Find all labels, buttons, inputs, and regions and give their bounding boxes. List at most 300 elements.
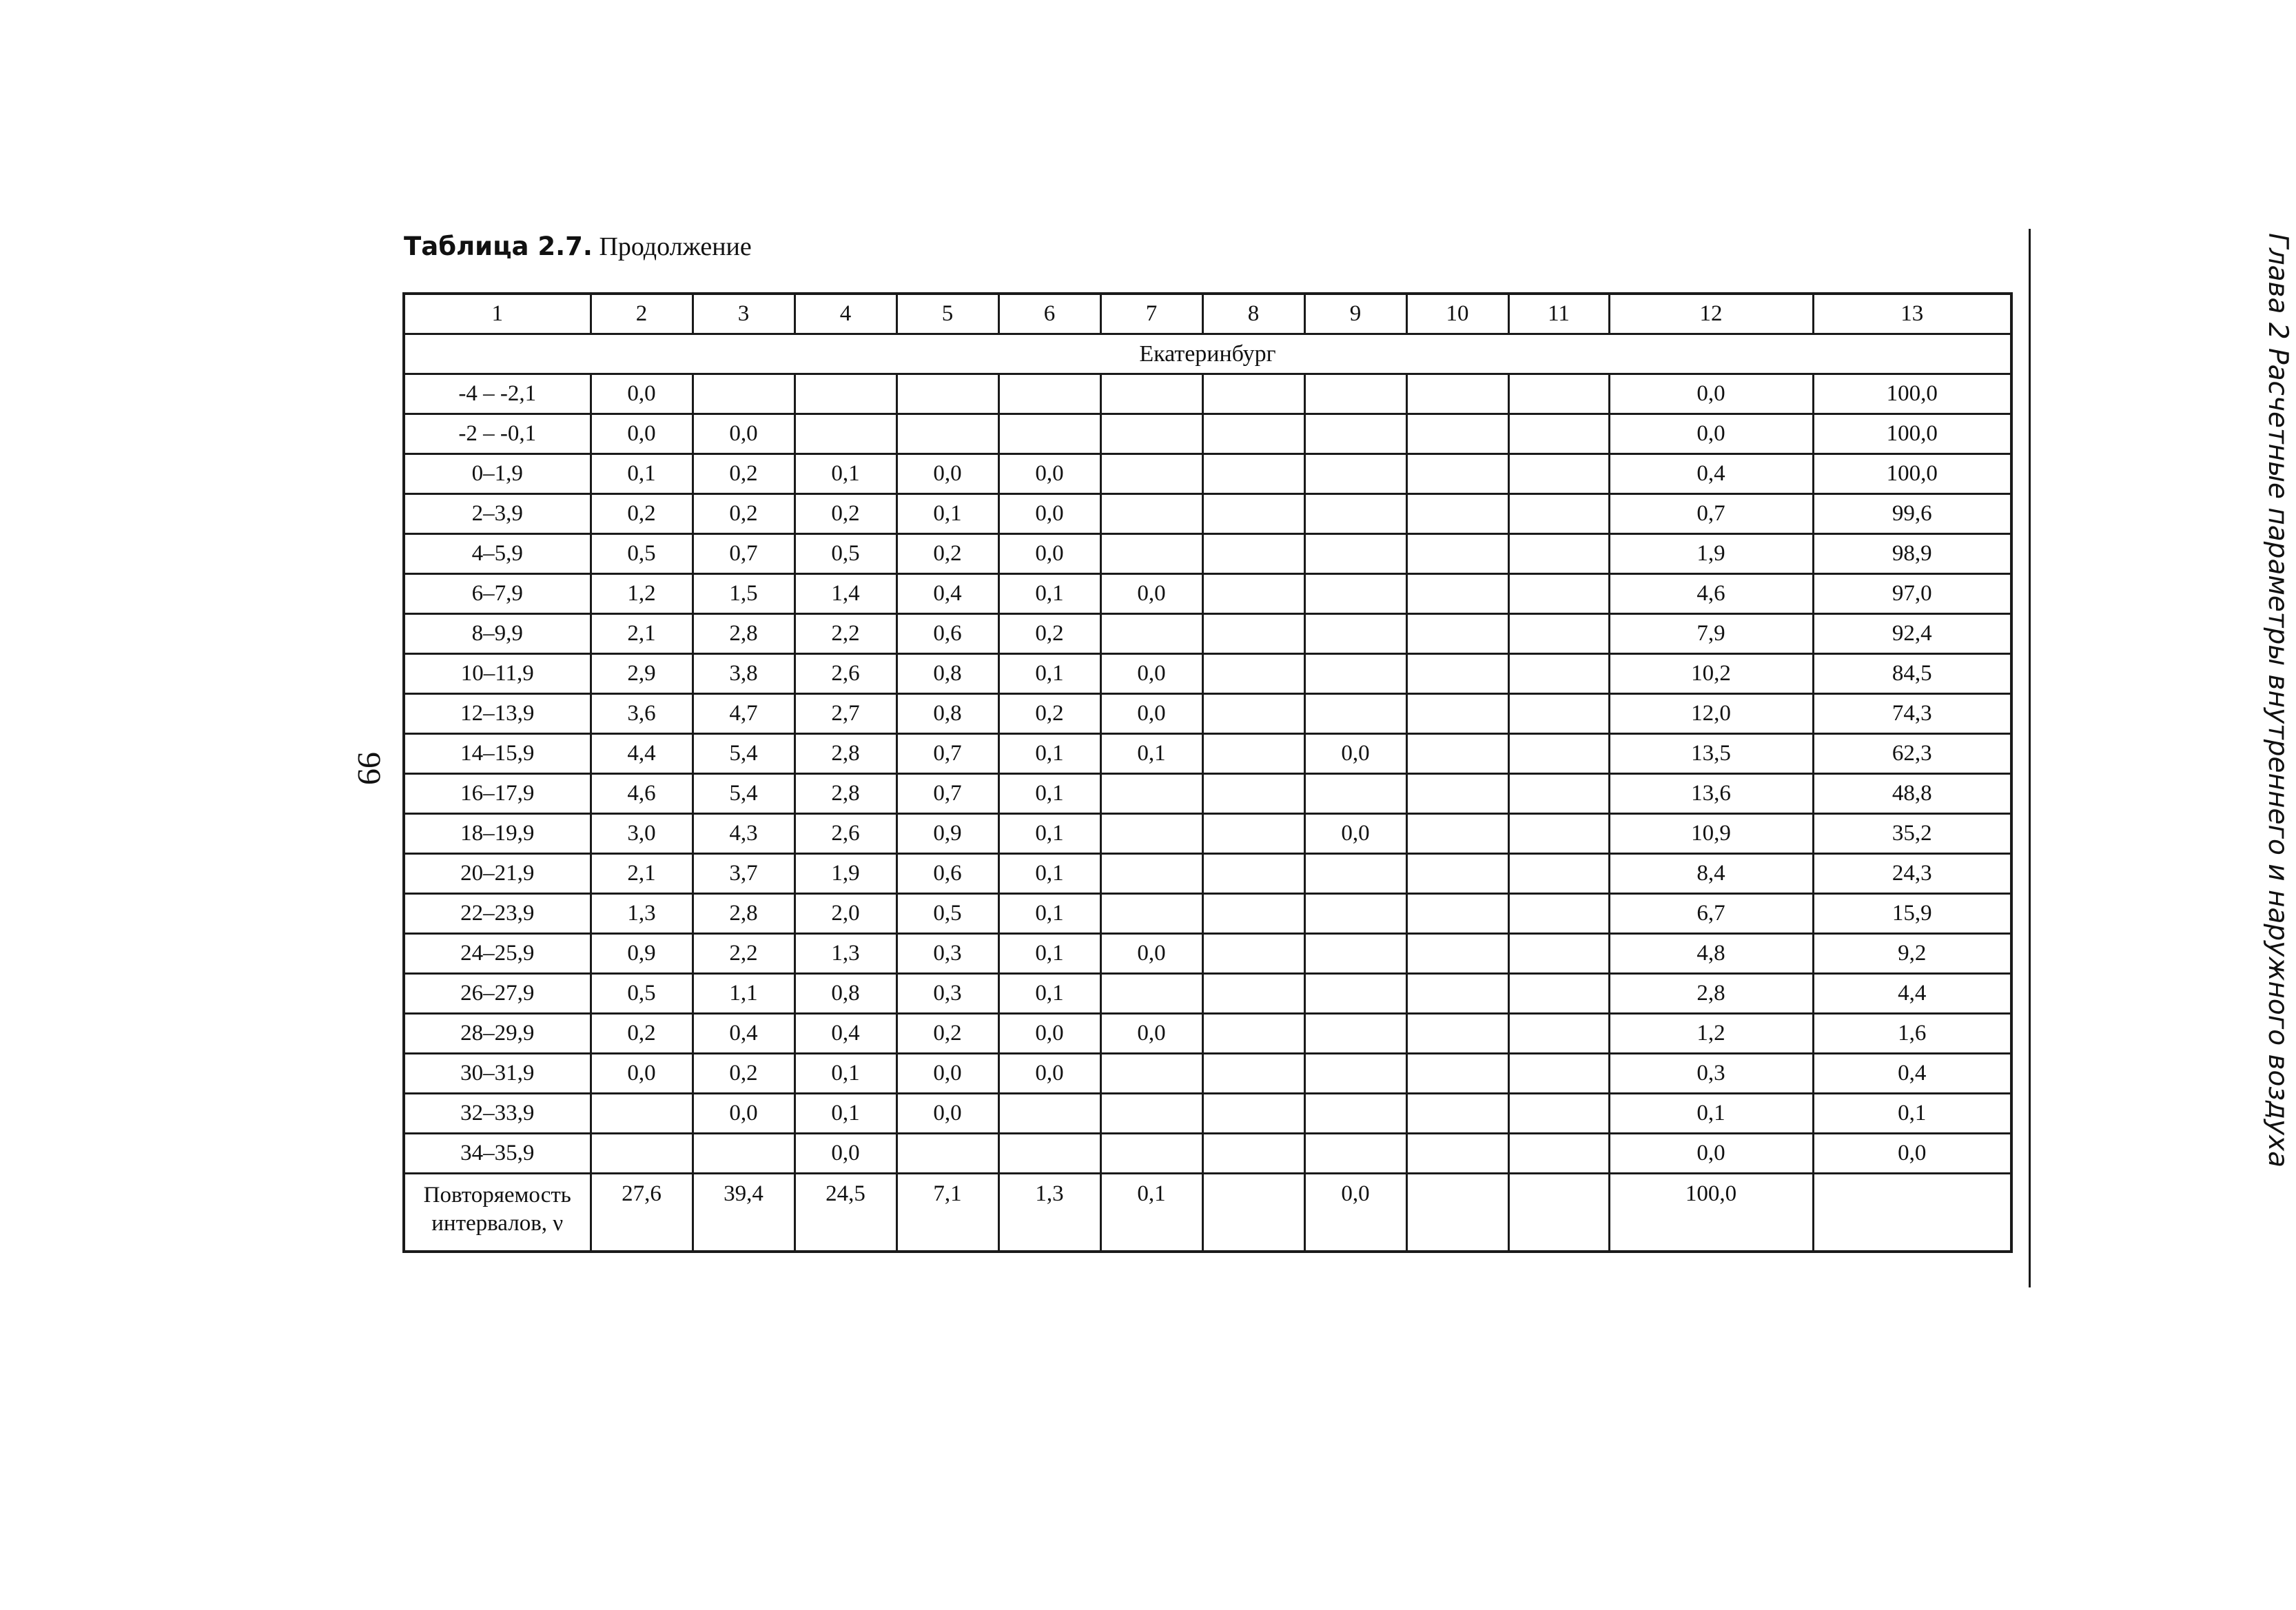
repeatability-value-cell <box>1813 1174 2011 1252</box>
repeatability-row <box>404 1174 2011 1252</box>
value-cell: 2,8 <box>1609 974 1813 1014</box>
value-cell <box>1100 1054 1202 1094</box>
table-row <box>404 414 2011 454</box>
value-cell: 0,0 <box>896 1054 998 1094</box>
value-cell: 0,0 <box>998 494 1100 534</box>
value-cell <box>1202 894 1304 934</box>
value-cell: 0,0 <box>1609 414 1813 454</box>
value-cell <box>1202 414 1304 454</box>
value-cell <box>1508 614 1609 654</box>
running-head: Глава 2 Расчетные параметры внутреннего и наружного воздуха <box>2262 233 2293 1168</box>
value-cell: 12,0 <box>1609 694 1813 734</box>
column-number-cell: 4 <box>795 294 896 334</box>
interval-cell: 8–9,9 <box>404 614 591 654</box>
interval-cell: 12–13,9 <box>404 694 591 734</box>
value-cell <box>998 374 1100 414</box>
value-cell <box>1508 1134 1609 1174</box>
value-cell <box>1100 894 1202 934</box>
value-cell: 0,4 <box>1609 454 1813 494</box>
value-cell <box>1202 494 1304 534</box>
interval-cell: 4–5,9 <box>404 534 591 574</box>
table-row <box>404 574 2011 614</box>
value-cell: 0,7 <box>896 774 998 814</box>
value-cell: 0,4 <box>1813 1054 2011 1094</box>
value-cell <box>591 1094 693 1134</box>
interval-cell: 28–29,9 <box>404 1014 591 1054</box>
table-row <box>404 854 2011 894</box>
column-number-cell: 8 <box>1202 294 1304 334</box>
value-cell: 0,0 <box>896 1094 998 1134</box>
value-cell <box>1508 1054 1609 1094</box>
value-cell <box>1202 454 1304 494</box>
value-cell: 0,8 <box>896 654 998 694</box>
value-cell <box>1508 454 1609 494</box>
value-cell: 0,2 <box>693 454 795 494</box>
table-caption <box>404 232 752 262</box>
column-number-cell: 7 <box>1100 294 1202 334</box>
table-row <box>404 1054 2011 1094</box>
value-cell <box>1100 534 1202 574</box>
value-cell: 1,9 <box>1609 534 1813 574</box>
value-cell: 100,0 <box>1813 374 2011 414</box>
value-cell: 1,1 <box>693 974 795 1014</box>
value-cell: 4,7 <box>693 694 795 734</box>
value-cell: 0,1 <box>998 854 1100 894</box>
value-cell <box>1100 1134 1202 1174</box>
value-cell <box>998 1094 1100 1134</box>
value-cell: 97,0 <box>1813 574 2011 614</box>
value-cell: 0,7 <box>1609 494 1813 534</box>
value-cell: 13,5 <box>1609 734 1813 774</box>
value-cell: 0,1 <box>896 494 998 534</box>
repeatability-value-cell: 39,4 <box>693 1174 795 1252</box>
value-cell <box>1508 934 1609 974</box>
value-cell: 4,6 <box>1609 574 1813 614</box>
value-cell: 0,4 <box>896 574 998 614</box>
value-cell: 0,1 <box>795 1054 896 1094</box>
value-cell: 92,4 <box>1813 614 2011 654</box>
value-cell: 0,3 <box>896 974 998 1014</box>
value-cell <box>1202 614 1304 654</box>
value-cell: 0,1 <box>998 934 1100 974</box>
value-cell: 0,2 <box>693 1054 795 1094</box>
value-cell: 0,0 <box>1100 694 1202 734</box>
value-cell: 0,2 <box>795 494 896 534</box>
value-cell: 0,5 <box>896 894 998 934</box>
interval-cell: 14–15,9 <box>404 734 591 774</box>
value-cell <box>693 374 795 414</box>
table-row <box>404 534 2011 574</box>
value-cell: 24,3 <box>1813 854 2011 894</box>
value-cell: 0,1 <box>998 574 1100 614</box>
value-cell <box>1304 974 1406 1014</box>
value-cell: 5,4 <box>693 734 795 774</box>
value-cell: 0,0 <box>591 374 693 414</box>
value-cell: 3,6 <box>591 694 693 734</box>
value-cell <box>1202 734 1304 774</box>
value-cell <box>1100 614 1202 654</box>
column-number-cell: 10 <box>1406 294 1508 334</box>
value-cell <box>795 414 896 454</box>
value-cell: 0,1 <box>795 454 896 494</box>
interval-cell: 18–19,9 <box>404 814 591 854</box>
value-cell: 0,5 <box>795 534 896 574</box>
value-cell <box>1508 1014 1609 1054</box>
value-cell <box>1202 814 1304 854</box>
interval-cell: 2–3,9 <box>404 494 591 534</box>
value-cell <box>1508 734 1609 774</box>
column-number-cell: 11 <box>1508 294 1609 334</box>
value-cell <box>1100 974 1202 1014</box>
value-cell: 0,0 <box>1304 734 1406 774</box>
table-row <box>404 1134 2011 1174</box>
value-cell <box>1406 694 1508 734</box>
value-cell: 0,8 <box>896 694 998 734</box>
repeatability-value-cell: 0,0 <box>1304 1174 1406 1252</box>
value-cell: 0,2 <box>998 614 1100 654</box>
column-number-cell: 3 <box>693 294 795 334</box>
value-cell: 1,5 <box>693 574 795 614</box>
interval-cell: 34–35,9 <box>404 1134 591 1174</box>
table-row <box>404 814 2011 854</box>
value-cell <box>1508 774 1609 814</box>
value-cell <box>1406 454 1508 494</box>
value-cell: 0,4 <box>795 1014 896 1054</box>
repeatability-value-cell: 0,1 <box>1100 1174 1202 1252</box>
value-cell: 2,1 <box>591 854 693 894</box>
value-cell <box>1406 734 1508 774</box>
value-cell: 0,3 <box>1609 1054 1813 1094</box>
column-number-cell: 13 <box>1813 294 2011 334</box>
value-cell: 0,0 <box>795 1134 896 1174</box>
value-cell <box>1406 374 1508 414</box>
value-cell <box>998 414 1100 454</box>
column-number-row <box>404 294 2011 334</box>
value-cell: 0,1 <box>1609 1094 1813 1134</box>
value-cell <box>1508 534 1609 574</box>
value-cell: 2,8 <box>795 774 896 814</box>
value-cell: 0,0 <box>1100 934 1202 974</box>
value-cell <box>1304 694 1406 734</box>
value-cell: 2,9 <box>591 654 693 694</box>
value-cell <box>1202 654 1304 694</box>
value-cell: 0,6 <box>896 614 998 654</box>
value-cell <box>1304 414 1406 454</box>
table-row <box>404 934 2011 974</box>
value-cell <box>1202 1134 1304 1174</box>
value-cell <box>1304 774 1406 814</box>
value-cell: 1,3 <box>591 894 693 934</box>
value-cell <box>1406 814 1508 854</box>
value-cell <box>1406 934 1508 974</box>
value-cell <box>1508 814 1609 854</box>
table-caption-text: Продолжение <box>599 232 752 261</box>
value-cell <box>1406 1134 1508 1174</box>
table-row <box>404 374 2011 414</box>
value-cell: 0,5 <box>591 974 693 1014</box>
value-cell: 1,9 <box>795 854 896 894</box>
value-cell <box>1508 694 1609 734</box>
value-cell: 0,0 <box>1609 1134 1813 1174</box>
value-cell: 0,0 <box>591 414 693 454</box>
value-cell <box>591 1134 693 1174</box>
table-row <box>404 1014 2011 1054</box>
value-cell <box>1304 614 1406 654</box>
value-cell: 0,0 <box>1609 374 1813 414</box>
value-cell: 15,9 <box>1813 894 2011 934</box>
value-cell: 84,5 <box>1813 654 2011 694</box>
value-cell: 2,2 <box>693 934 795 974</box>
value-cell: 0,8 <box>795 974 896 1014</box>
value-cell <box>1508 1094 1609 1134</box>
value-cell: 3,8 <box>693 654 795 694</box>
value-cell: 0,0 <box>1304 814 1406 854</box>
repeatability-value-cell: 1,3 <box>998 1174 1100 1252</box>
table-caption-number: Таблица 2.7. <box>404 232 593 261</box>
value-cell: 0,2 <box>591 494 693 534</box>
value-cell <box>1202 574 1304 614</box>
value-cell <box>1304 854 1406 894</box>
table-body <box>404 294 2011 1252</box>
value-cell: 4,6 <box>591 774 693 814</box>
value-cell <box>1202 534 1304 574</box>
value-cell: 48,8 <box>1813 774 2011 814</box>
value-cell: 0,6 <box>896 854 998 894</box>
value-cell: 0,1 <box>998 974 1100 1014</box>
value-cell <box>1304 934 1406 974</box>
value-cell: 35,2 <box>1813 814 2011 854</box>
value-cell <box>1100 454 1202 494</box>
value-cell: 4,4 <box>591 734 693 774</box>
table-row <box>404 1094 2011 1134</box>
value-cell <box>1406 414 1508 454</box>
value-cell: 1,2 <box>1609 1014 1813 1054</box>
value-cell: 4,4 <box>1813 974 2011 1014</box>
table-row <box>404 974 2011 1014</box>
value-cell: 3,0 <box>591 814 693 854</box>
value-cell: 1,6 <box>1813 1014 2011 1054</box>
interval-cell: 24–25,9 <box>404 934 591 974</box>
value-cell <box>1304 494 1406 534</box>
value-cell <box>1304 894 1406 934</box>
value-cell: 74,3 <box>1813 694 2011 734</box>
value-cell: 0,9 <box>896 814 998 854</box>
column-number-cell: 6 <box>998 294 1100 334</box>
value-cell <box>1406 774 1508 814</box>
value-cell <box>1100 814 1202 854</box>
value-cell: 7,9 <box>1609 614 1813 654</box>
value-cell <box>1406 654 1508 694</box>
table-row <box>404 614 2011 654</box>
value-cell <box>1304 1054 1406 1094</box>
repeatability-value-cell <box>1508 1174 1609 1252</box>
value-cell <box>1304 1094 1406 1134</box>
value-cell: 0,0 <box>693 414 795 454</box>
repeatability-value-cell: 100,0 <box>1609 1174 1813 1252</box>
column-number-cell: 9 <box>1304 294 1406 334</box>
value-cell <box>1406 1054 1508 1094</box>
table-row <box>404 454 2011 494</box>
value-cell <box>1202 854 1304 894</box>
value-cell: 0,0 <box>693 1094 795 1134</box>
value-cell: 4,3 <box>693 814 795 854</box>
value-cell: 0,0 <box>998 454 1100 494</box>
value-cell: 0,9 <box>591 934 693 974</box>
value-cell <box>1406 894 1508 934</box>
value-cell <box>1202 374 1304 414</box>
value-cell <box>1202 934 1304 974</box>
value-cell <box>1406 1014 1508 1054</box>
value-cell <box>1202 774 1304 814</box>
interval-cell: 6–7,9 <box>404 574 591 614</box>
table-row <box>404 654 2011 694</box>
value-cell: 0,2 <box>693 494 795 534</box>
value-cell <box>1100 774 1202 814</box>
value-cell <box>896 414 998 454</box>
value-cell: 5,4 <box>693 774 795 814</box>
value-cell <box>1304 574 1406 614</box>
value-cell: 100,0 <box>1813 414 2011 454</box>
repeatability-label <box>404 1174 591 1252</box>
repeatability-value-cell: 27,6 <box>591 1174 693 1252</box>
interval-cell: 20–21,9 <box>404 854 591 894</box>
value-cell: 0,7 <box>693 534 795 574</box>
value-cell <box>1304 534 1406 574</box>
value-cell: 2,8 <box>795 734 896 774</box>
value-cell: 2,0 <box>795 894 896 934</box>
table-row <box>404 774 2011 814</box>
value-cell: 0,3 <box>896 934 998 974</box>
value-cell <box>1304 1014 1406 1054</box>
column-number-cell: 5 <box>896 294 998 334</box>
value-cell <box>1202 1014 1304 1054</box>
table-row <box>404 894 2011 934</box>
value-cell: 1,4 <box>795 574 896 614</box>
value-cell: 3,7 <box>693 854 795 894</box>
value-cell: 0,0 <box>1100 574 1202 614</box>
value-cell: 2,6 <box>795 814 896 854</box>
value-cell <box>1406 574 1508 614</box>
repeatability-label-line2: интервалов, ν <box>431 1211 564 1236</box>
value-cell <box>1508 414 1609 454</box>
value-cell <box>1100 1094 1202 1134</box>
value-cell: 0,0 <box>591 1054 693 1094</box>
interval-cell: 32–33,9 <box>404 1094 591 1134</box>
value-cell: 0,0 <box>998 1014 1100 1054</box>
table-row <box>404 694 2011 734</box>
value-cell: 0,5 <box>591 534 693 574</box>
interval-cell: 22–23,9 <box>404 894 591 934</box>
value-cell <box>1202 1094 1304 1134</box>
value-cell: 0,2 <box>896 534 998 574</box>
column-number-cell: 12 <box>1609 294 1813 334</box>
interval-cell: 10–11,9 <box>404 654 591 694</box>
value-cell: 2,8 <box>693 614 795 654</box>
value-cell: 0,1 <box>998 654 1100 694</box>
city-row <box>404 334 2011 374</box>
value-cell <box>1508 974 1609 1014</box>
value-cell <box>1508 494 1609 534</box>
value-cell: 99,6 <box>1813 494 2011 534</box>
value-cell: 0,0 <box>998 1054 1100 1094</box>
value-cell <box>1406 974 1508 1014</box>
interval-cell: -2 – -0,1 <box>404 414 591 454</box>
value-cell: 62,3 <box>1813 734 2011 774</box>
value-cell <box>1202 974 1304 1014</box>
value-cell <box>1508 854 1609 894</box>
value-cell: 10,2 <box>1609 654 1813 694</box>
value-cell: 0,1 <box>998 894 1100 934</box>
value-cell: 0,7 <box>896 734 998 774</box>
value-cell: 0,1 <box>998 734 1100 774</box>
repeatability-value-cell: 24,5 <box>795 1174 896 1252</box>
value-cell <box>1406 614 1508 654</box>
value-cell: 0,1 <box>591 454 693 494</box>
repeatability-value-cell <box>1406 1174 1508 1252</box>
column-number-cell: 2 <box>591 294 693 334</box>
interval-cell: -4 – -2,1 <box>404 374 591 414</box>
data-table <box>402 292 2013 1253</box>
value-cell: 4,8 <box>1609 934 1813 974</box>
value-cell: 1,3 <box>795 934 896 974</box>
value-cell <box>1406 1094 1508 1134</box>
repeatability-value-cell <box>1202 1174 1304 1252</box>
interval-cell: 30–31,9 <box>404 1054 591 1094</box>
value-cell: 1,2 <box>591 574 693 614</box>
value-cell: 0,1 <box>998 774 1100 814</box>
interval-cell: 0–1,9 <box>404 454 591 494</box>
value-cell: 0,1 <box>1100 734 1202 774</box>
value-cell <box>896 374 998 414</box>
interval-cell: 16–17,9 <box>404 774 591 814</box>
column-number-cell: 1 <box>404 294 591 334</box>
value-cell: 0,2 <box>896 1014 998 1054</box>
value-cell <box>1304 374 1406 414</box>
interval-cell: 26–27,9 <box>404 974 591 1014</box>
value-cell: 8,4 <box>1609 854 1813 894</box>
value-cell: 0,0 <box>1813 1134 2011 1174</box>
value-cell: 100,0 <box>1813 454 2011 494</box>
value-cell <box>1304 454 1406 494</box>
value-cell: 2,6 <box>795 654 896 694</box>
value-cell <box>1100 414 1202 454</box>
value-cell <box>1508 574 1609 614</box>
running-head-rule <box>2029 229 2031 1287</box>
value-cell <box>1406 494 1508 534</box>
value-cell: 0,0 <box>1100 654 1202 694</box>
value-cell <box>795 374 896 414</box>
value-cell <box>693 1134 795 1174</box>
value-cell <box>1100 494 1202 534</box>
repeatability-value-cell: 7,1 <box>896 1174 998 1252</box>
value-cell: 0,0 <box>1100 1014 1202 1054</box>
value-cell <box>1406 854 1508 894</box>
table-row <box>404 734 2011 774</box>
value-cell <box>1100 374 1202 414</box>
value-cell <box>1202 694 1304 734</box>
page-number: 99 <box>351 752 387 785</box>
city-name: Екатеринбург <box>404 334 2011 374</box>
value-cell <box>1508 374 1609 414</box>
value-cell <box>1304 654 1406 694</box>
value-cell: 0,0 <box>998 534 1100 574</box>
value-cell <box>1304 1134 1406 1174</box>
table-row <box>404 494 2011 534</box>
value-cell <box>1508 894 1609 934</box>
value-cell: 0,2 <box>998 694 1100 734</box>
value-cell <box>896 1134 998 1174</box>
value-cell: 0,4 <box>693 1014 795 1054</box>
